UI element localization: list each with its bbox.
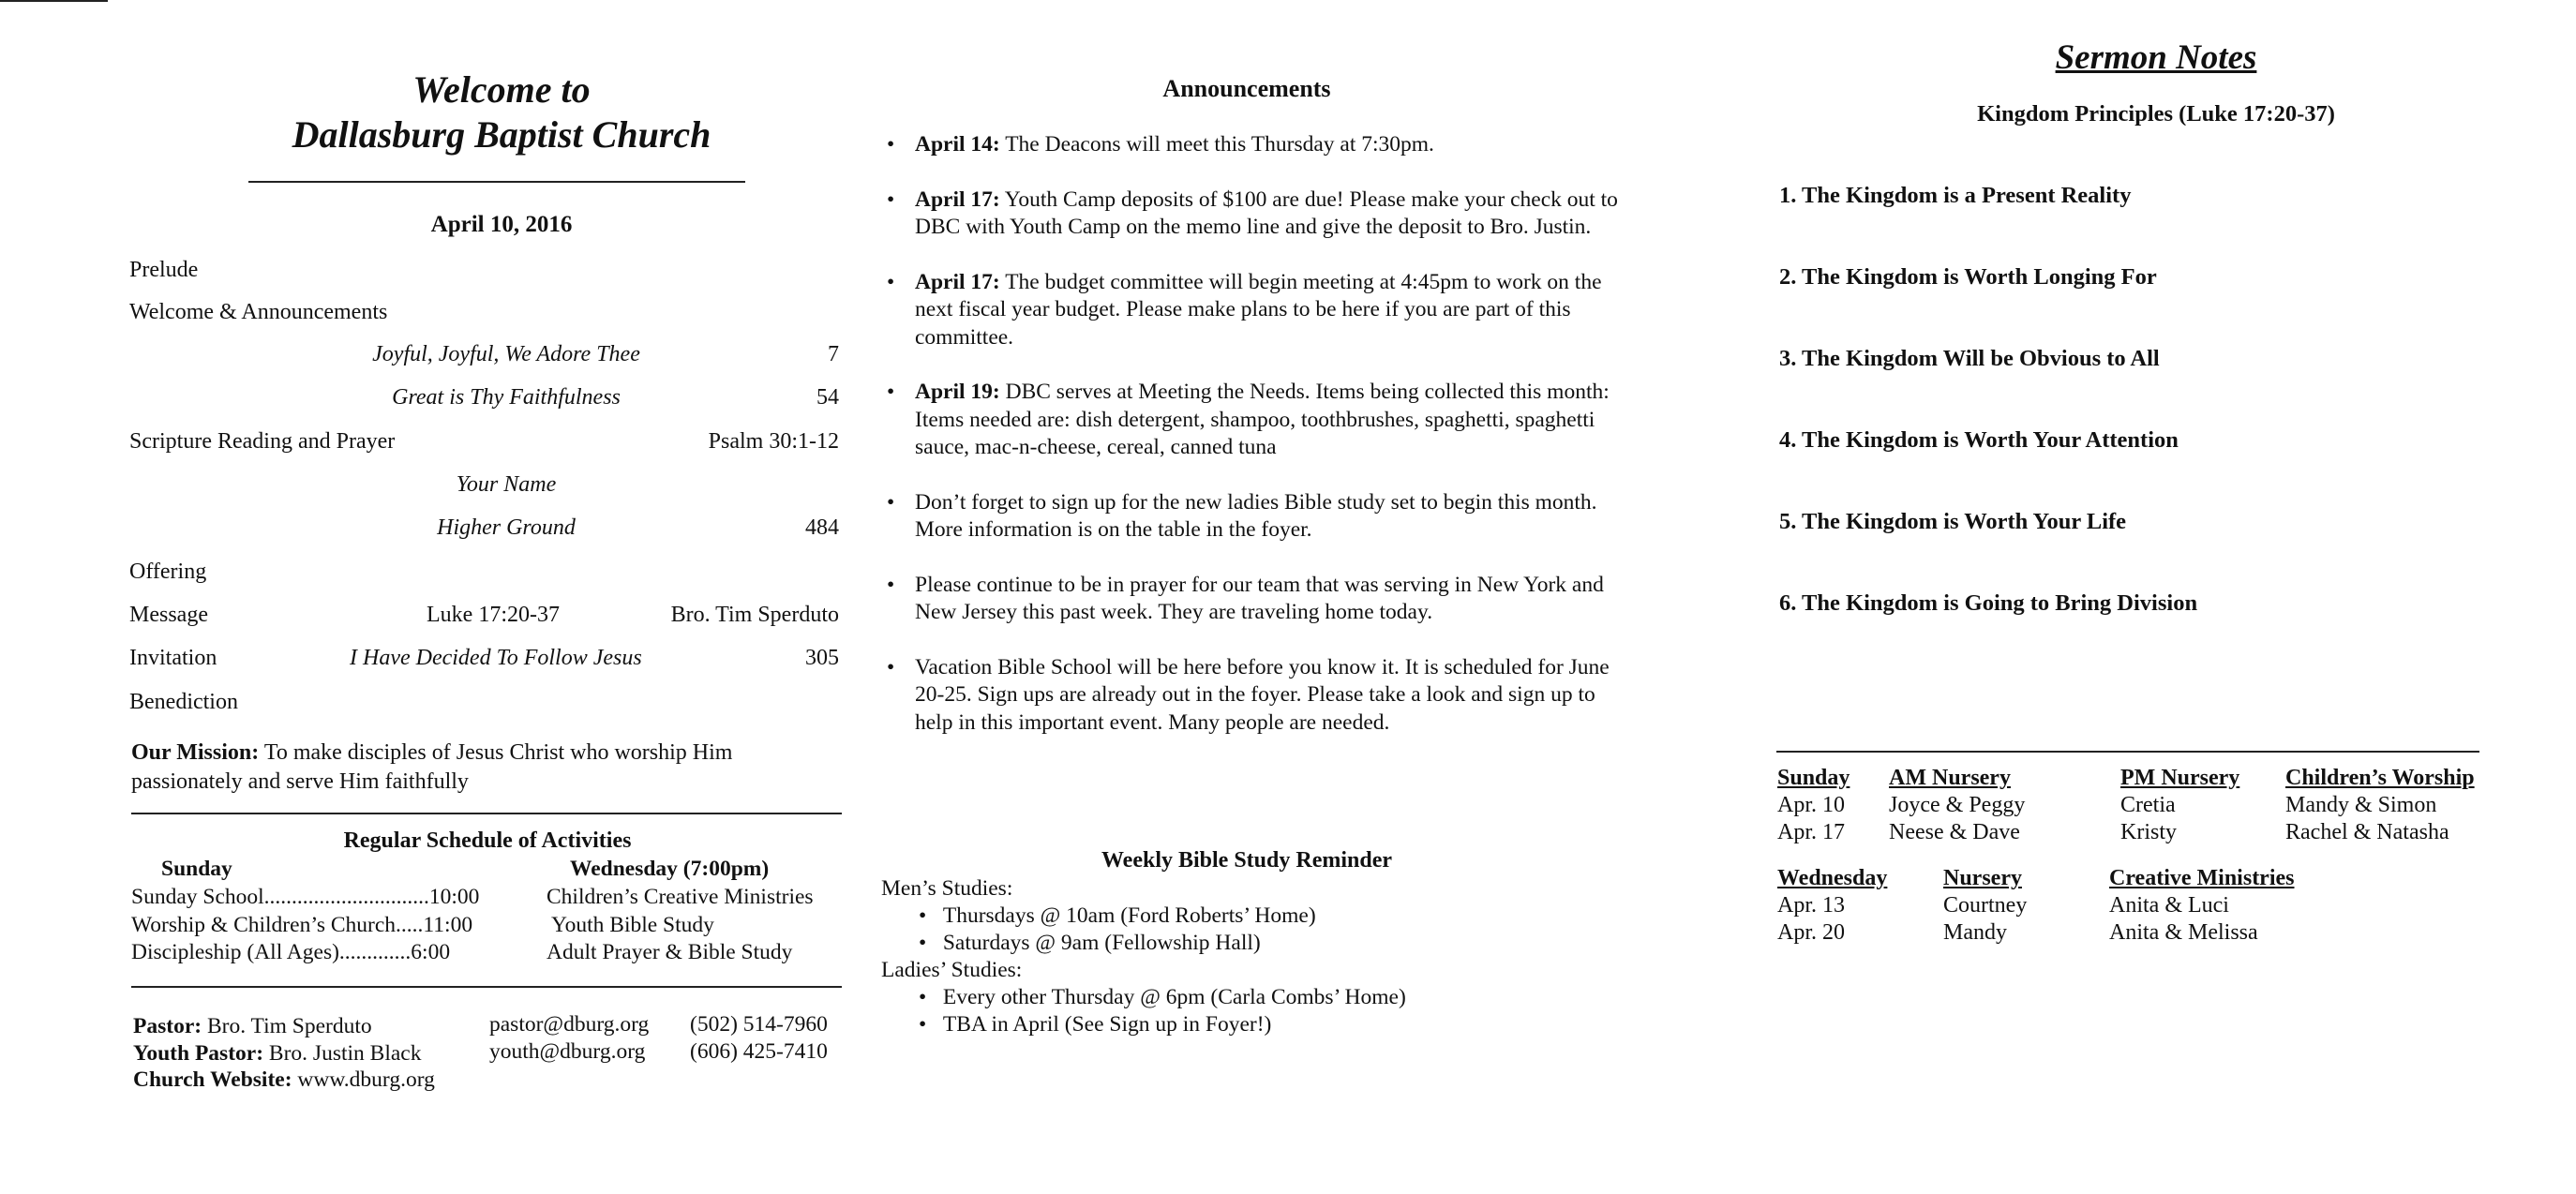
hymn-number: 54	[816, 385, 839, 410]
wednesday-nursery-heading: Nursery	[1943, 866, 2022, 890]
sermon-subtitle: Kingdom Principles (Luke 17:20-37)	[1977, 101, 2335, 127]
title-divider	[248, 181, 745, 183]
nursery-date: Apr. 20	[1777, 920, 1845, 945]
announcement-text: Don’t forget to sign up for the new ladies Bible study set to begin this month. More information is on the table in the foyer.	[915, 489, 1597, 542]
wednesday-nursery-volunteer: Mandy	[1943, 920, 2007, 945]
announcement-item	[887, 269, 1637, 352]
childrens-worship-heading: Children’s Worship	[2285, 766, 2475, 790]
schedule-sunday-item: Worship & Children’s Church.....11:00	[131, 913, 473, 937]
schedule-divider-bottom	[131, 986, 842, 988]
announcement-item	[887, 187, 1637, 242]
youth-pastor-email: youth@dburg.org	[489, 1039, 646, 1064]
service-date: April 10, 2016	[430, 212, 573, 237]
website-label: Church Website:	[133, 1067, 292, 1092]
schedule-divider-top	[131, 813, 842, 814]
creative-ministries-heading: Creative Ministries	[2109, 866, 2295, 890]
am-nursery-volunteers: Neese & Dave	[1889, 820, 2020, 844]
announcement-text: DBC serves at Meeting the Needs. Items being collected this month: Items needed are: dish detergent, shampoo, toothbrushes, spaghetti, spaghetti sauce, mac-n-cheese, cereal, canned tuna	[915, 380, 1610, 459]
sermon-point: 4. The Kingdom is Worth Your Attention	[1779, 427, 2179, 453]
sermon-point: 2. The Kingdom is Worth Longing For	[1779, 264, 2157, 290]
pm-nursery-volunteers: Cretia	[2120, 793, 2176, 817]
schedule-wednesday-item: Adult Prayer & Bible Study	[547, 940, 793, 964]
childrens-worship-volunteers: Rachel & Natasha	[2285, 820, 2449, 844]
creative-ministries-volunteers: Anita & Melissa	[2109, 920, 2258, 945]
am-nursery-volunteers: Joyce & Peggy	[1889, 793, 2026, 817]
nursery-wednesday-heading: Wednesday	[1777, 866, 1888, 890]
schedule-sunday-item: Discipleship (All Ages).............6:00	[131, 940, 451, 964]
nursery-date: Apr. 10	[1777, 793, 1845, 817]
schedule-title: Regular Schedule of Activities	[343, 828, 632, 853]
order-scripture: Scripture Reading and Prayer	[129, 429, 396, 454]
hymn-title: I Have Decided To Follow Jesus	[350, 646, 642, 670]
announcement-item	[887, 572, 1637, 627]
youth-pastor-label: Youth Pastor:	[133, 1041, 264, 1066]
ladies-study-item	[919, 985, 1406, 1010]
wednesday-nursery-volunteer: Courtney	[1943, 893, 2028, 918]
hymn-number: 7	[828, 342, 839, 366]
announcement-item	[887, 131, 1637, 159]
announcements-list	[887, 131, 1637, 764]
bullet-icon: •	[919, 903, 927, 928]
bullet-icon: •	[887, 489, 895, 515]
childrens-worship-volunteers: Mandy & Simon	[2285, 793, 2437, 817]
scan-corner-mark	[0, 0, 108, 2]
church-website	[133, 1067, 435, 1093]
bullet-icon: •	[919, 985, 927, 1009]
ladies-study-text: TBA in April (See Sign up in Foyer!)	[942, 1012, 1272, 1037]
hymn-title: Joyful, Joyful, We Adore Thee	[372, 342, 640, 366]
order-welcome: Welcome & Announcements	[129, 300, 388, 324]
announcement-date: April 19:	[915, 380, 1000, 404]
hymn-number: 484	[805, 515, 839, 540]
nursery-sunday-heading: Sunday	[1777, 766, 1850, 790]
hymn-title: Great is Thy Faithfulness	[392, 385, 621, 410]
nursery-date: Apr. 13	[1777, 893, 1845, 918]
welcome-line: Welcome to	[412, 68, 591, 111]
pastor-name: Bro. Tim Sperduto	[206, 1014, 372, 1038]
schedule-wednesday-item: Youth Bible Study	[551, 913, 714, 937]
nursery-date: Apr. 17	[1777, 820, 1845, 844]
nursery-pm-heading: PM Nursery	[2120, 766, 2240, 790]
youth-pastor-contact	[133, 1041, 421, 1067]
men-study-item	[919, 931, 1261, 956]
song-title: Your Name	[456, 472, 557, 497]
bullet-icon: •	[887, 572, 895, 597]
announcement-item	[887, 654, 1637, 738]
nursery-am-heading: AM Nursery	[1889, 766, 2011, 790]
bullet-icon: •	[919, 931, 927, 955]
order-benediction: Benediction	[129, 690, 238, 714]
ladies-studies-label: Ladies’ Studies:	[881, 958, 1023, 982]
bullet-icon: •	[887, 654, 895, 679]
sermon-point: 6. The Kingdom is Going to Bring Division	[1779, 590, 2198, 616]
message-speaker: Bro. Tim Sperduto	[670, 603, 839, 627]
bullet-icon: •	[887, 132, 895, 157]
bullet-icon: •	[887, 187, 895, 212]
sermon-point: 5. The Kingdom is Worth Your Life	[1779, 509, 2127, 534]
pastor-label: Pastor:	[133, 1014, 202, 1038]
hymn-title: Higher Ground	[437, 515, 576, 540]
church-title	[0, 67, 1003, 157]
announcements-title: Announcements	[1162, 75, 1331, 102]
website-url: www.dburg.org	[297, 1067, 435, 1092]
sermon-notes-title: Sermon Notes	[2055, 38, 2257, 77]
message-reference: Luke 17:20-37	[427, 603, 560, 627]
youth-pastor-phone: (606) 425-7410	[690, 1039, 828, 1064]
announcement-text: The budget committee will begin meeting at 4:45pm to work on the next fiscal year budget. Please make plans to be here if you are part of this committee.	[915, 269, 1602, 350]
bible-study-title: Weekly Bible Study Reminder	[1101, 848, 1393, 873]
order-prelude: Prelude	[129, 258, 199, 282]
announcement-text: Please continue to be in prayer for our team that was serving in New York and New Jersey this past week. They are traveling home today.	[915, 572, 1604, 624]
order-offering: Offering	[129, 560, 207, 584]
creative-ministries-volunteers: Anita & Luci	[2109, 893, 2229, 918]
announcement-text: The Deacons will meet this Thursday at 7:30pm.	[1005, 132, 1434, 157]
nursery-divider	[1776, 751, 2479, 753]
announcement-item	[887, 379, 1637, 462]
announcement-date: April 14:	[915, 132, 1000, 157]
order-message: Message	[129, 603, 208, 627]
scripture-reference: Psalm 30:1-12	[708, 429, 839, 454]
bullet-icon: •	[919, 1012, 927, 1037]
announcement-text: Vacation Bible School will be here before you know it. It is scheduled for June 20-25. Sign ups are already out in the foyer. Please take a look and sign up to help in this important event. Many people are needed.	[915, 654, 1610, 735]
men-study-text: Saturdays @ 9am (Fellowship Hall)	[942, 931, 1261, 955]
schedule-wednesday-heading: Wednesday (7:00pm)	[570, 857, 770, 881]
schedule-sunday-heading: Sunday	[161, 857, 232, 881]
men-study-text: Thursdays @ 10am (Ford Roberts’ Home)	[942, 903, 1316, 928]
men-study-item	[919, 903, 1316, 929]
schedule-wednesday-item: Children’s Creative Ministries	[547, 885, 814, 909]
ladies-study-text: Every other Thursday @ 6pm (Carla Combs’ Home)	[942, 985, 1406, 1009]
announcement-date: April 17:	[915, 187, 1000, 212]
pastor-phone: (502) 514-7960	[690, 1012, 828, 1037]
mission-text: To make disciples of Jesus Christ who worship Him passionately and serve Him faithfully	[131, 740, 733, 794]
sermon-point: 1. The Kingdom is a Present Reality	[1779, 183, 2132, 208]
youth-pastor-name: Bro. Justin Black	[268, 1041, 422, 1066]
announcement-text: Youth Camp deposits of $100 are due! Please make your check out to DBC with Youth Camp on the memo line and give the deposit to Bro. Justin.	[915, 187, 1618, 239]
ladies-study-item	[919, 1012, 1271, 1037]
mission-label: Our Mission:	[131, 740, 260, 765]
order-invitation: Invitation	[129, 646, 217, 670]
church-name: Dallasburg Baptist Church	[292, 113, 711, 156]
hymn-number: 305	[805, 646, 839, 670]
bullet-icon: •	[887, 380, 895, 404]
pastor-contact	[133, 1014, 372, 1039]
pm-nursery-volunteers: Kristy	[2120, 820, 2177, 844]
pastor-email: pastor@dburg.org	[489, 1012, 650, 1037]
mission-statement	[131, 739, 844, 797]
men-studies-label: Men’s Studies:	[881, 876, 1013, 901]
schedule-sunday-item: Sunday School..............................10:00	[131, 885, 480, 909]
bullet-icon: •	[887, 269, 895, 294]
sermon-point: 3. The Kingdom Will be Obvious to All	[1779, 346, 2160, 371]
announcement-item	[887, 489, 1637, 545]
announcement-date: April 17:	[915, 269, 1000, 294]
